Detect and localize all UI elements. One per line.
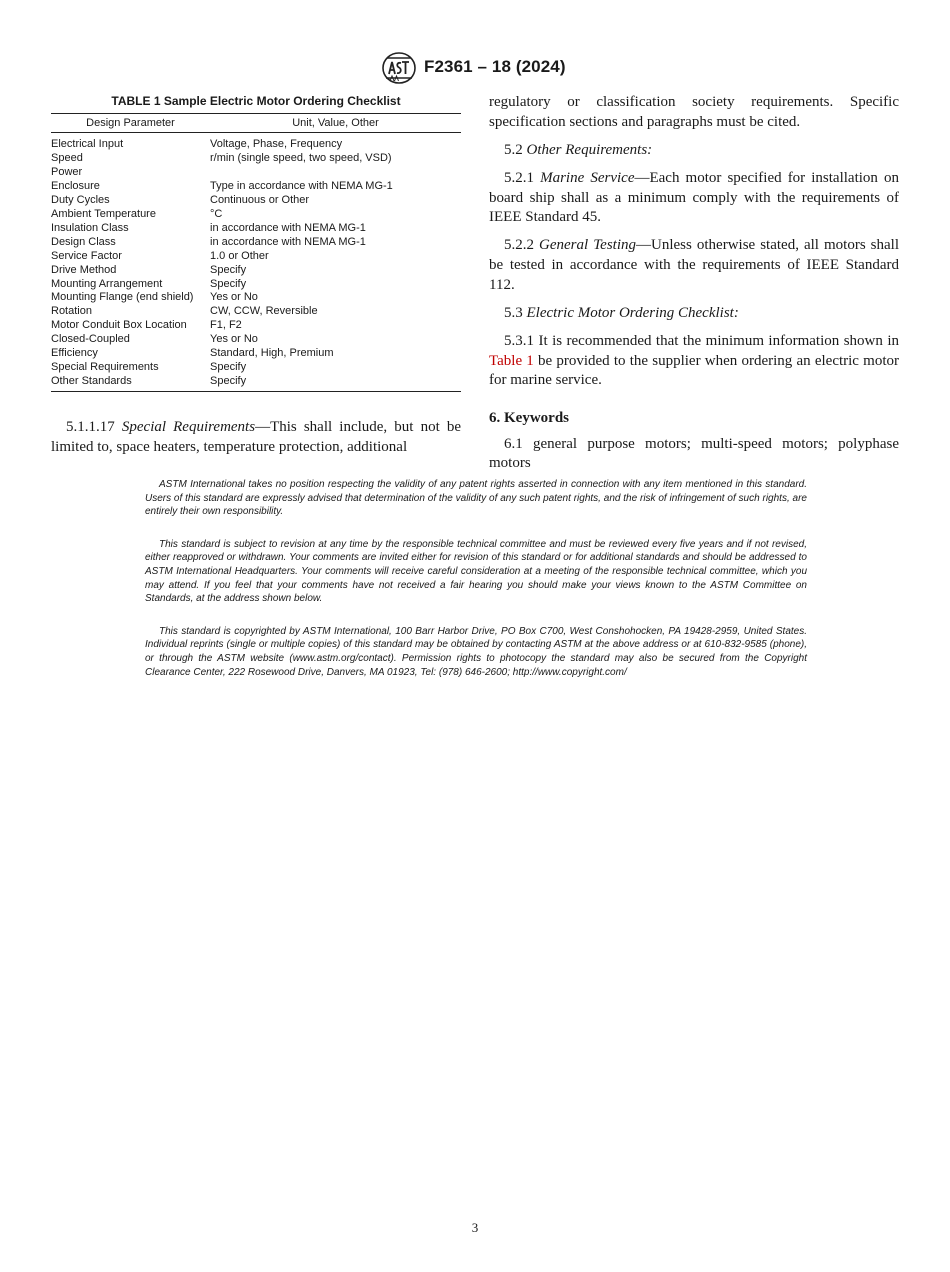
table-row [51,133,461,152]
unit-value-cell: r/min (single speed, two speed, VSD) [210,151,392,164]
section-5-3-1 [489,332,899,391]
design-parameter-cell: Special Requirements [51,361,159,374]
patent-notice: ASTM International takes no position respecting the validity of any patent rights asserted in connection with any item mentioned in this standard. Users of this standard are expressly advised that determination of the validity of any such patent rights, and the risk of infringement of such rights, are entirely their own responsibility. [145,479,807,518]
table-row [51,305,461,319]
astm-notices [145,478,807,698]
design-parameter-cell: Service Factor [51,249,122,262]
design-parameter-cell: Rotation [51,305,92,318]
unit-value-cell: F1, F2 [210,319,242,332]
table-body [51,133,461,392]
section-6-1 [489,435,899,474]
section-text: —This shall include, but not be limited to, space heaters, temperature protection, additional [51,419,462,455]
table-row [51,180,461,194]
unit-value-cell: Specify [210,277,247,290]
design-parameter-cell: Mounting Flange (end shield) [51,291,194,304]
section-title: Special Requirements [121,419,256,435]
design-parameter-cell: Design Class [51,235,116,248]
section-text: It is recommended that the minimum information shown in [538,332,899,349]
table-row [51,208,461,222]
page-header [0,52,950,84]
section-text: general purpose motors; multi-speed motors; polyphase motors [489,435,899,472]
column-header: Unit, Value, Other [210,114,461,133]
section-title: Other Requirements: [526,141,653,158]
section-title: General Testing [539,237,637,254]
unit-value-cell: Yes or No [210,291,258,304]
table-row [51,152,461,166]
unit-value-cell: Voltage, Phase, Frequency [210,138,343,150]
section-number: 5.3 [504,304,523,321]
section-5-2 [489,141,899,161]
section-number: 5.2.1 [504,169,534,186]
ordering-checklist-table [51,113,461,392]
section-text: —Unless otherwise stated, all motors shall be tested in accordance with the requirements of IEEE Standard 112. [489,237,900,293]
design-parameter-cell: Drive Method [51,263,117,276]
design-parameter-cell: Insulation Class [51,221,129,234]
design-parameter-cell: Mounting Arrangement [51,277,163,290]
table-row [51,347,461,361]
table-row [51,278,461,292]
unit-value-cell: Continuous or Other [210,193,310,206]
table-row [51,250,461,264]
section-number: 5.3.1 [504,332,534,349]
unit-value-cell: Specify [210,375,247,388]
unit-value-cell: in accordance with NEMA MG-1 [210,221,366,234]
section-number: 6.1 [504,435,523,452]
section-5-1-1-17 [51,418,461,457]
table-row [51,375,461,391]
unit-value-cell: CW, CCW, Reversible [210,305,318,318]
page-number: 3 [471,1220,479,1235]
section-number: 5.2 [504,141,523,158]
design-parameter-cell: Power [51,165,83,178]
unit-value-cell: 1.0 or Other [210,249,269,262]
design-parameter-cell: Ambient Temperature [51,207,156,220]
table-row [51,264,461,278]
copyright-notice: This standard is copyrighted by ASTM International, 100 Barr Harbor Drive, PO Box C700, West Conshohocken, PA 19428-2959, United States. Individual reprints (single or multiple copies) of this standard may be obtained by contacting ASTM at the above address or at 610-832-9585 (phone), or through the ASTM website (www.astm.org/contact). Permission rights to photocopy the standard may also be secured from the Copyright Clearance Center, 222 Rosewood Drive, Danvers, MA 01923, Tel: (978) 646-2600; http://www.copyright.com/ [145,625,807,678]
right-column [489,93,899,482]
unit-value-cell: Standard, High, Premium [210,347,334,360]
table-row [51,236,461,250]
section-5-3 [489,304,899,324]
unit-value-cell: °C [210,207,223,220]
unit-value-cell: Type in accordance with NEMA MG-1 [210,179,393,192]
section-number: 5.1.1.17 [66,419,115,435]
unit-value-cell: in accordance with NEMA MG-1 [210,235,366,248]
section-number: 5.2.2 [504,237,534,254]
unit-value-cell: Specify [210,263,247,276]
table-row [51,222,461,236]
table-title: TABLE 1 Sample Electric Motor Ordering Checklist [111,94,401,108]
design-parameter-cell: Speed [51,151,83,164]
unit-value-cell [210,166,461,180]
section-title: Electric Motor Ordering Checklist: [526,304,739,321]
standard-designation: F2361 – 18 (2024) [424,57,566,76]
section-text: be provided to the supplier when ordering an electric motor for marine service. [489,352,899,389]
design-parameter-cell: Efficiency [51,347,98,360]
design-parameter-cell: Other Standards [51,375,132,388]
table-row [51,194,461,208]
design-parameter-cell: Enclosure [51,179,100,192]
astm-logo-icon [381,52,417,84]
revision-notice: This standard is subject to revision at any time by the responsible technical committee and must be reviewed every five years and if not revised, either reapproved or withdrawn. Your comments are invited either for revision of this standard or for additional standards and should be addressed to ASTM International Headquarters. Your comments will receive careful consideration at a meeting of the responsible technical committee, which you may attend. If you feel that your comments have not received a fair hearing you should make your views known to the ASTM Committee on Standards, at the address shown below. [145,538,807,605]
design-parameter-cell: Closed-Coupled [51,333,130,346]
keywords-heading: 6. Keywords [489,409,569,426]
column-header: Design Parameter [51,114,210,133]
design-parameter-cell: Motor Conduit Box Location [51,319,187,332]
table-row [51,319,461,333]
paragraph [51,418,461,457]
table-header-row [51,114,461,133]
section-5-2-1 [489,169,899,228]
table-row [51,166,461,180]
table-1-link[interactable]: Table 1 [489,352,534,369]
section-5-2-2 [489,236,899,295]
table-row [51,361,461,375]
table-row [51,333,461,347]
continued-paragraph: regulatory or classification society requirements. Specific specification sections and paragraphs must be cited. [489,94,899,130]
design-parameter-cell: Duty Cycles [51,193,110,206]
section-title: Marine Service [540,169,635,186]
unit-value-cell: Specify [210,361,247,374]
table-1-block [51,94,461,392]
table-row [51,291,461,305]
design-parameter-cell: Electrical Input [51,138,124,150]
section-text: —Each motor specified for installation on board ship shall as a minimum comply with the requirements of IEEE Standard 45. [489,169,900,226]
unit-value-cell: Yes or No [210,333,258,346]
